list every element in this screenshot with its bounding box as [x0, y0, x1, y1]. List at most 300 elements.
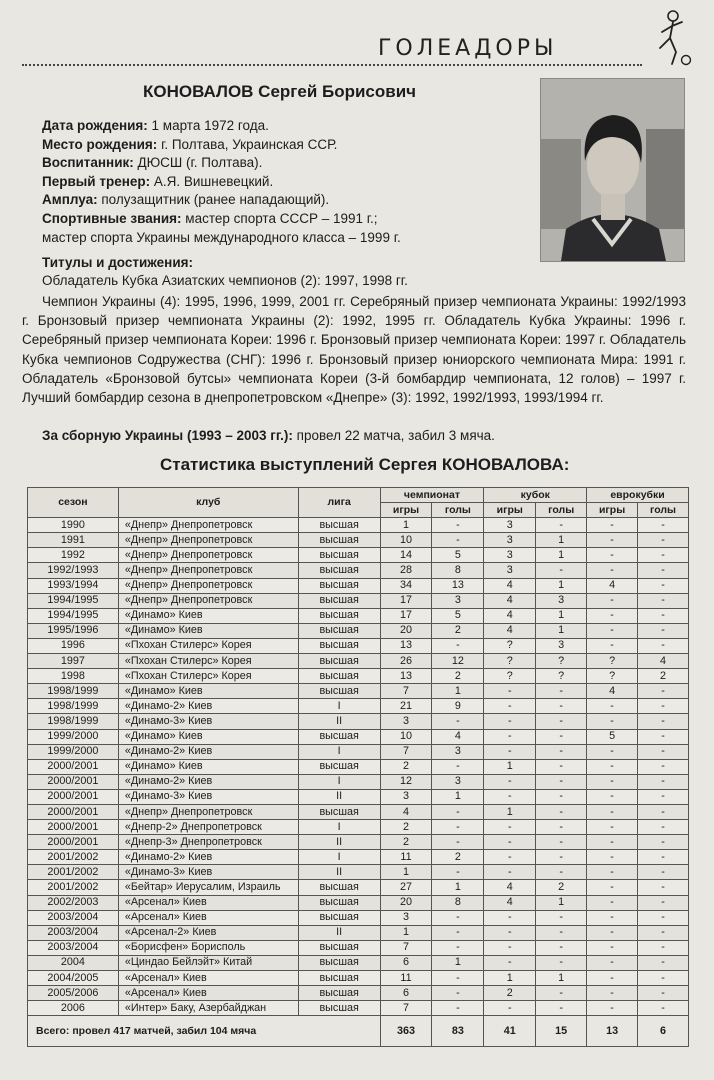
- cell-season: 2001/2002: [28, 880, 119, 895]
- cell-season: 1998/1999: [28, 714, 119, 729]
- section-title: ГОЛЕАДОРЫ: [378, 36, 558, 61]
- cell-cup-games: 1: [484, 759, 536, 774]
- cell-euro-goals: -: [638, 593, 689, 608]
- cell-champ-games: 6: [380, 955, 432, 970]
- table-row: [28, 940, 689, 955]
- cell-euro-goals: 2: [638, 669, 689, 684]
- cell-league: высшая: [298, 548, 380, 563]
- table-row: [28, 774, 689, 789]
- cell-cup-goals: ?: [536, 654, 587, 669]
- cell-euro-games: -: [587, 548, 638, 563]
- cell-champ-games: 14: [380, 548, 432, 563]
- cell-cup-games: ?: [484, 654, 536, 669]
- cell-cup-games: 4: [484, 895, 536, 910]
- stats-table: [27, 487, 689, 1047]
- header-divider: [22, 64, 642, 66]
- cell-cup-games: 1: [484, 804, 536, 819]
- table-row: [28, 548, 689, 563]
- cell-club: «Динамо-2» Киев: [118, 850, 298, 865]
- cell-euro-games: -: [587, 940, 638, 955]
- cell-euro-goals: -: [638, 729, 689, 744]
- table-row: [28, 638, 689, 653]
- table-row: [28, 1001, 689, 1016]
- cell-euro-goals: -: [638, 548, 689, 563]
- cell-euro-goals: -: [638, 895, 689, 910]
- cell-euro-goals: -: [638, 744, 689, 759]
- cell-season: 1995/1996: [28, 623, 119, 638]
- cell-euro-goals: -: [638, 940, 689, 955]
- cell-champ-goals: 3: [432, 774, 484, 789]
- cell-champ-games: 7: [380, 1001, 432, 1016]
- col-cup-games: игры: [484, 503, 536, 518]
- table-row: [28, 744, 689, 759]
- cell-cup-games: -: [484, 955, 536, 970]
- cell-league: I: [298, 744, 380, 759]
- total-champ-goals: 83: [432, 1016, 484, 1047]
- cell-cup-goals: -: [536, 789, 587, 804]
- cell-champ-goals: 1: [432, 789, 484, 804]
- cell-club: «Бейтар» Иерусалим, Израиль: [118, 880, 298, 895]
- stats-total-row: [28, 1016, 689, 1047]
- cell-season: 2003/2004: [28, 910, 119, 925]
- cell-season: 1999/2000: [28, 729, 119, 744]
- cell-cup-goals: 1: [536, 971, 587, 986]
- cell-club: «Динамо» Киев: [118, 623, 298, 638]
- cell-club: «Пхохан Стилерс» Корея: [118, 638, 298, 653]
- cell-club: «Циндао Бейлэйт» Китай: [118, 955, 298, 970]
- cell-season: 1992: [28, 548, 119, 563]
- cell-cup-goals: -: [536, 925, 587, 940]
- table-row: [28, 654, 689, 669]
- cell-champ-games: 10: [380, 729, 432, 744]
- cell-champ-games: 21: [380, 699, 432, 714]
- cell-euro-games: -: [587, 638, 638, 653]
- cell-champ-goals: 2: [432, 669, 484, 684]
- cell-euro-goals: -: [638, 955, 689, 970]
- cell-euro-games: -: [587, 895, 638, 910]
- cell-champ-games: 3: [380, 789, 432, 804]
- bio-birth-date: Дата рождения: 1 марта 1972 года.: [42, 118, 269, 133]
- table-row: [28, 669, 689, 684]
- cell-cup-games: -: [484, 714, 536, 729]
- cell-euro-goals: -: [638, 804, 689, 819]
- table-row: [28, 850, 689, 865]
- cell-champ-games: 7: [380, 940, 432, 955]
- cell-cup-goals: -: [536, 820, 587, 835]
- cell-euro-games: -: [587, 820, 638, 835]
- bio-sport-titles-cont: мастер спорта Украины международного класса – 1999 г.: [42, 229, 401, 245]
- cell-champ-games: 20: [380, 895, 432, 910]
- cell-league: I: [298, 774, 380, 789]
- cell-champ-games: 3: [380, 714, 432, 729]
- table-row: [28, 986, 689, 1001]
- cell-cup-games: -: [484, 684, 536, 699]
- cell-euro-games: -: [587, 608, 638, 623]
- cell-club: «Днепр» Днепропетровск: [118, 533, 298, 548]
- col-cup: кубок: [484, 488, 587, 503]
- col-league: лига: [298, 488, 380, 518]
- cell-season: 2000/2001: [28, 804, 119, 819]
- cell-champ-goals: 3: [432, 744, 484, 759]
- cell-euro-games: -: [587, 759, 638, 774]
- cell-cup-games: 4: [484, 593, 536, 608]
- cell-league: высшая: [298, 880, 380, 895]
- cell-champ-games: 17: [380, 593, 432, 608]
- table-row: [28, 714, 689, 729]
- table-row: [28, 578, 689, 593]
- cell-euro-goals: -: [638, 774, 689, 789]
- cell-cup-games: -: [484, 910, 536, 925]
- total-euro-games: 13: [587, 1016, 638, 1047]
- cell-club: «Арсенал» Киев: [118, 986, 298, 1001]
- cell-cup-games: 3: [484, 563, 536, 578]
- cell-club: «Днепр» Днепропетровск: [118, 578, 298, 593]
- cell-cup-goals: -: [536, 986, 587, 1001]
- cell-champ-goals: -: [432, 940, 484, 955]
- cell-cup-games: 2: [484, 986, 536, 1001]
- cell-club: «Днепр-3» Днепропетровск: [118, 835, 298, 850]
- cell-league: высшая: [298, 729, 380, 744]
- col-euro-games: игры: [587, 503, 638, 518]
- cell-champ-goals: 5: [432, 608, 484, 623]
- cell-euro-games: -: [587, 699, 638, 714]
- cell-champ-games: 2: [380, 820, 432, 835]
- cell-league: II: [298, 789, 380, 804]
- cell-league: высшая: [298, 518, 380, 533]
- cell-cup-goals: 1: [536, 608, 587, 623]
- bio-first-coach: Первый тренер: А.Я. Вишневецкий.: [42, 173, 274, 189]
- cell-euro-games: ?: [587, 654, 638, 669]
- cell-cup-games: 1: [484, 971, 536, 986]
- cell-cup-goals: -: [536, 684, 587, 699]
- cell-club: «Динамо» Киев: [118, 759, 298, 774]
- cell-euro-games: -: [587, 593, 638, 608]
- cell-euro-goals: -: [638, 578, 689, 593]
- cell-cup-goals: 3: [536, 593, 587, 608]
- cell-euro-goals: -: [638, 1001, 689, 1016]
- cell-club: «Динамо» Киев: [118, 729, 298, 744]
- cell-champ-games: 34: [380, 578, 432, 593]
- cell-euro-goals: -: [638, 699, 689, 714]
- cell-champ-games: 17: [380, 608, 432, 623]
- cell-champ-goals: 2: [432, 850, 484, 865]
- cell-cup-goals: 1: [536, 548, 587, 563]
- cell-cup-games: 3: [484, 518, 536, 533]
- cell-euro-games: -: [587, 563, 638, 578]
- cell-cup-games: -: [484, 744, 536, 759]
- cell-cup-goals: -: [536, 955, 587, 970]
- cell-euro-goals: -: [638, 865, 689, 880]
- cell-cup-games: -: [484, 789, 536, 804]
- cell-euro-games: -: [587, 518, 638, 533]
- cell-cup-goals: 1: [536, 578, 587, 593]
- cell-club: «Днепр» Днепропетровск: [118, 804, 298, 819]
- cell-champ-goals: 8: [432, 563, 484, 578]
- cell-euro-games: -: [587, 865, 638, 880]
- cell-league: II: [298, 865, 380, 880]
- cell-cup-games: -: [484, 699, 536, 714]
- cell-cup-goals: -: [536, 774, 587, 789]
- cell-club: «Днепр» Днепропетровск: [118, 518, 298, 533]
- cell-champ-goals: -: [432, 533, 484, 548]
- cell-season: 1993/1994: [28, 578, 119, 593]
- cell-club: «Динамо-3» Киев: [118, 714, 298, 729]
- cell-season: 2004/2005: [28, 971, 119, 986]
- cell-champ-games: 10: [380, 533, 432, 548]
- cell-cup-goals: -: [536, 699, 587, 714]
- table-row: [28, 563, 689, 578]
- bio-block: [42, 117, 522, 247]
- cell-cup-goals: -: [536, 714, 587, 729]
- cell-euro-games: -: [587, 1001, 638, 1016]
- cell-champ-goals: -: [432, 638, 484, 653]
- cell-champ-goals: -: [432, 910, 484, 925]
- cell-euro-games: -: [587, 925, 638, 940]
- cell-cup-games: -: [484, 820, 536, 835]
- cell-champ-goals: 1: [432, 955, 484, 970]
- cell-season: 1994/1995: [28, 593, 119, 608]
- cell-cup-goals: 1: [536, 623, 587, 638]
- cell-euro-games: -: [587, 835, 638, 850]
- cell-cup-games: -: [484, 865, 536, 880]
- cell-euro-games: ?: [587, 669, 638, 684]
- cell-cup-goals: -: [536, 518, 587, 533]
- cell-champ-goals: -: [432, 835, 484, 850]
- cell-season: 1997: [28, 654, 119, 669]
- cell-club: «Днепр» Днепропетровск: [118, 548, 298, 563]
- table-row: [28, 759, 689, 774]
- cell-club: «Пхохан Стилерс» Корея: [118, 669, 298, 684]
- cell-cup-games: -: [484, 940, 536, 955]
- cell-league: высшая: [298, 895, 380, 910]
- cell-euro-games: 5: [587, 729, 638, 744]
- cell-euro-goals: -: [638, 971, 689, 986]
- cell-euro-goals: -: [638, 910, 689, 925]
- table-row: [28, 623, 689, 638]
- table-row: [28, 925, 689, 940]
- table-row: [28, 955, 689, 970]
- col-cup-goals: голы: [536, 503, 587, 518]
- cell-season: 1999/2000: [28, 744, 119, 759]
- cell-cup-goals: 1: [536, 895, 587, 910]
- cell-champ-goals: -: [432, 759, 484, 774]
- cell-league: высшая: [298, 563, 380, 578]
- cell-euro-goals: -: [638, 684, 689, 699]
- cell-league: высшая: [298, 654, 380, 669]
- cell-season: 2000/2001: [28, 835, 119, 850]
- cell-champ-games: 20: [380, 623, 432, 638]
- cell-season: 1998/1999: [28, 699, 119, 714]
- titles-heading: Титулы и достижения:: [42, 255, 193, 270]
- cell-league: высшая: [298, 986, 380, 1001]
- cell-euro-games: -: [587, 850, 638, 865]
- cell-champ-goals: 9: [432, 699, 484, 714]
- cell-champ-games: 27: [380, 880, 432, 895]
- cell-cup-games: 3: [484, 548, 536, 563]
- cell-champ-goals: 1: [432, 684, 484, 699]
- cell-season: 1996: [28, 638, 119, 653]
- cell-euro-goals: 4: [638, 654, 689, 669]
- col-euro-goals: голы: [638, 503, 689, 518]
- table-row: [28, 820, 689, 835]
- cell-cup-games: -: [484, 835, 536, 850]
- cell-league: высшая: [298, 910, 380, 925]
- cell-season: 1994/1995: [28, 608, 119, 623]
- cell-champ-goals: 5: [432, 548, 484, 563]
- cell-club: «Динамо-3» Киев: [118, 865, 298, 880]
- col-championship: чемпионат: [380, 488, 484, 503]
- cell-club: «Интер» Баку, Азербайджан: [118, 1001, 298, 1016]
- col-season: сезон: [28, 488, 119, 518]
- cell-euro-goals: -: [638, 563, 689, 578]
- cell-euro-goals: -: [638, 835, 689, 850]
- cell-euro-goals: -: [638, 880, 689, 895]
- cell-euro-games: -: [587, 789, 638, 804]
- cell-league: высшая: [298, 1001, 380, 1016]
- cell-league: высшая: [298, 940, 380, 955]
- cell-cup-games: 4: [484, 623, 536, 638]
- total-cup-games: 41: [484, 1016, 536, 1047]
- cell-euro-goals: -: [638, 623, 689, 638]
- table-row: [28, 910, 689, 925]
- cell-champ-games: 1: [380, 865, 432, 880]
- cell-club: «Динамо» Киев: [118, 684, 298, 699]
- cell-club: «Днепр» Днепропетровск: [118, 593, 298, 608]
- table-row: [28, 684, 689, 699]
- cell-champ-games: 13: [380, 638, 432, 653]
- cell-cup-games: -: [484, 925, 536, 940]
- cell-club: «Арсенал» Киев: [118, 895, 298, 910]
- cell-euro-games: -: [587, 714, 638, 729]
- cell-league: высшая: [298, 759, 380, 774]
- cell-cup-games: ?: [484, 669, 536, 684]
- cell-cup-goals: -: [536, 940, 587, 955]
- cell-league: высшая: [298, 971, 380, 986]
- cell-season: 1990: [28, 518, 119, 533]
- cell-champ-games: 7: [380, 744, 432, 759]
- cell-season: 2000/2001: [28, 820, 119, 835]
- cell-cup-games: -: [484, 729, 536, 744]
- cell-league: высшая: [298, 623, 380, 638]
- total-cup-goals: 15: [536, 1016, 587, 1047]
- cell-euro-goals: -: [638, 533, 689, 548]
- cell-season: 2001/2002: [28, 850, 119, 865]
- cell-champ-goals: 12: [432, 654, 484, 669]
- cell-euro-goals: -: [638, 820, 689, 835]
- titles-paragraph: Чемпион Украины (4): 1995, 1996, 1999, 2001 гг. Серебряный призер чемпионата Украины: 1992/1993 г. Бронзовый призер чемпионата Украины (2): 1992, 1995 гг. Обладатель Кубка Украины: 1996 г. Серебряный призер чемпионата Кореи: 1996 г. Бронзовый призер чемпионата Кореи: 1997 г. Обладатель Кубка чемпионов Содружества (СНГ): 1996 г. Бронзовый призер юниорского чемпионата Мира: 1991 г. Обладатель «Бронзовой бутсы» чемпионата Кореи (3-й бомбардир чемпионата, 12 голов) – 1997 г. Лучший бомбардир сезона в днепропетровском «Днепре» (3): 1992, 1992/1993, 1993/1994 гг.: [22, 294, 686, 406]
- cell-cup-games: -: [484, 850, 536, 865]
- cell-champ-goals: 8: [432, 895, 484, 910]
- cell-cup-games: ?: [484, 638, 536, 653]
- cell-season: 2003/2004: [28, 925, 119, 940]
- table-row: [28, 789, 689, 804]
- cell-club: «Динамо-3» Киев: [118, 789, 298, 804]
- cell-season: 1992/1993: [28, 563, 119, 578]
- cell-euro-goals: -: [638, 925, 689, 940]
- player-name: КОНОВАЛОВ Сергей Борисович: [143, 82, 417, 101]
- bio-school: Воспитанник: ДЮСШ (г. Полтава).: [42, 155, 263, 171]
- cell-club: «Пхохан Стилерс» Корея: [118, 654, 298, 669]
- titles-asian-cup: Обладатель Кубка Азиатских чемпионов (2): 1997, 1998 гг.: [42, 273, 408, 288]
- cell-league: высшая: [298, 578, 380, 593]
- player-photo: [540, 78, 685, 262]
- cell-euro-games: -: [587, 955, 638, 970]
- total-champ-games: 363: [380, 1016, 432, 1047]
- cell-euro-games: -: [587, 774, 638, 789]
- table-row: [28, 895, 689, 910]
- cell-club: «Днепр-2» Днепропетровск: [118, 820, 298, 835]
- table-row: [28, 729, 689, 744]
- cell-league: высшая: [298, 608, 380, 623]
- total-euro-goals: 6: [638, 1016, 689, 1047]
- cell-club: «Борисфен» Борисполь: [118, 940, 298, 955]
- cell-euro-goals: -: [638, 789, 689, 804]
- col-club: клуб: [118, 488, 298, 518]
- cell-euro-goals: -: [638, 850, 689, 865]
- table-row: [28, 518, 689, 533]
- cell-cup-goals: -: [536, 850, 587, 865]
- table-row: [28, 804, 689, 819]
- national-team-record: За сборную Украины (1993 – 2003 гг.): провел 22 матча, забил 3 мяча.: [42, 428, 495, 443]
- cell-cup-games: 3: [484, 533, 536, 548]
- table-row: [28, 835, 689, 850]
- cell-champ-goals: 13: [432, 578, 484, 593]
- bio-birth-place: Место рождения: г. Полтава, Украинская ССР.: [42, 136, 338, 152]
- cell-champ-goals: -: [432, 518, 484, 533]
- cell-club: «Арсенал» Киев: [118, 971, 298, 986]
- cell-champ-games: 11: [380, 850, 432, 865]
- cell-club: «Динамо-2» Киев: [118, 699, 298, 714]
- col-eurocups: еврокубки: [587, 488, 689, 503]
- cell-cup-games: -: [484, 774, 536, 789]
- cell-champ-goals: -: [432, 971, 484, 986]
- cell-cup-goals: -: [536, 563, 587, 578]
- cell-cup-goals: -: [536, 835, 587, 850]
- cell-champ-goals: -: [432, 1001, 484, 1016]
- cell-champ-games: 7: [380, 684, 432, 699]
- cell-euro-games: 4: [587, 578, 638, 593]
- cell-league: I: [298, 850, 380, 865]
- cell-season: 2001/2002: [28, 865, 119, 880]
- cell-euro-games: -: [587, 744, 638, 759]
- cell-season: 1998: [28, 669, 119, 684]
- cell-season: 2005/2006: [28, 986, 119, 1001]
- cell-champ-goals: -: [432, 714, 484, 729]
- cell-league: II: [298, 835, 380, 850]
- cell-club: «Арсенал» Киев: [118, 910, 298, 925]
- cell-champ-games: 26: [380, 654, 432, 669]
- cell-euro-goals: -: [638, 518, 689, 533]
- cell-season: 2004: [28, 955, 119, 970]
- cell-euro-games: -: [587, 880, 638, 895]
- cell-euro-games: -: [587, 910, 638, 925]
- table-row: [28, 593, 689, 608]
- cell-cup-goals: -: [536, 759, 587, 774]
- cell-league: высшая: [298, 955, 380, 970]
- cell-champ-goals: 3: [432, 593, 484, 608]
- cell-euro-games: -: [587, 971, 638, 986]
- cell-season: 2003/2004: [28, 940, 119, 955]
- cell-season: 2000/2001: [28, 774, 119, 789]
- cell-cup-goals: 2: [536, 880, 587, 895]
- cell-league: высшая: [298, 684, 380, 699]
- cell-euro-goals: -: [638, 714, 689, 729]
- cell-champ-goals: -: [432, 804, 484, 819]
- cell-euro-games: 4: [587, 684, 638, 699]
- cell-champ-games: 2: [380, 759, 432, 774]
- player-portrait-image: [541, 79, 684, 261]
- cell-club: «Арсенал-2» Киев: [118, 925, 298, 940]
